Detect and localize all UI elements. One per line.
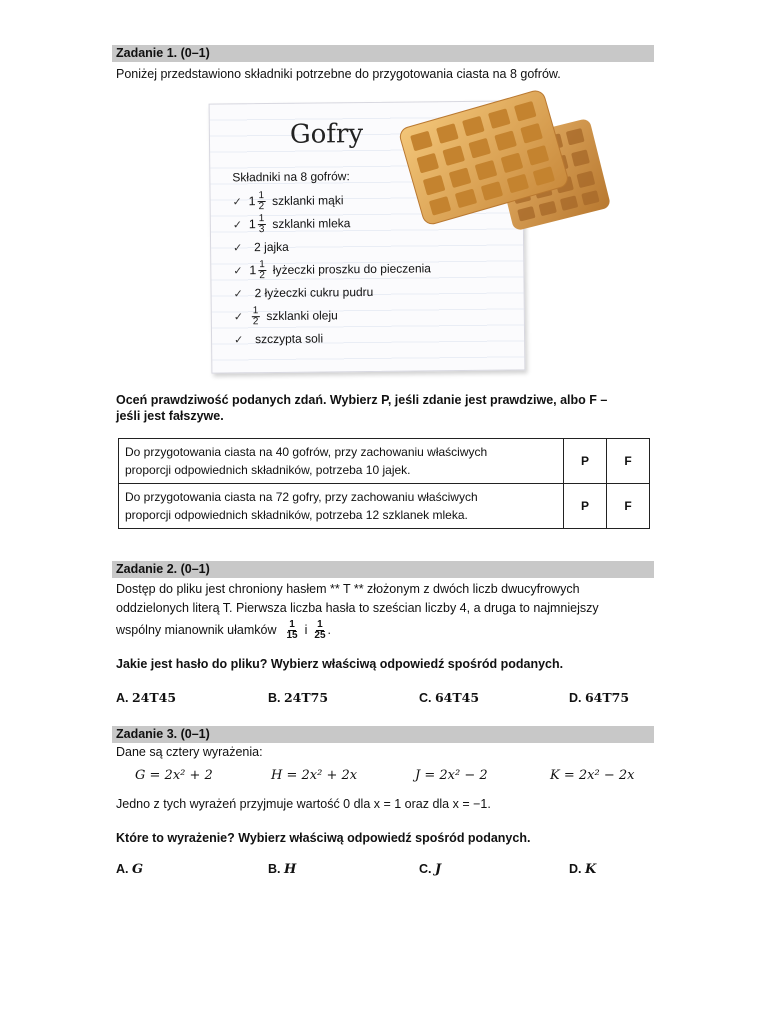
task2-line1: Dostęp do pliku jest chroniony hasłem ** T ** złożonym z dwóch liczb dwucyfrowych — [116, 582, 580, 596]
task2-option-a[interactable] — [116, 690, 176, 705]
ingredient-item — [234, 304, 338, 327]
fraction-numerator: 1 — [289, 618, 295, 630]
task2-line3 — [116, 618, 331, 642]
recipe-title: Gofry — [289, 119, 364, 150]
fraction-numerator: 1 — [259, 258, 265, 270]
fraction-1-25 — [314, 620, 325, 641]
ingredient-item — [233, 281, 373, 304]
ingredient-fraction — [258, 260, 266, 281]
ingredient-text: 2 łyżeczki cukru pudru — [254, 284, 374, 301]
task3-option-c[interactable] — [419, 862, 441, 877]
fraction-denominator: 2 — [259, 269, 265, 281]
fraction-numerator: 1 — [258, 189, 265, 201]
checkmark-icon: ✓ — [232, 218, 243, 231]
statement-1-line2: proporcji odpowiednich składników, potrzeba 10 jajek. — [125, 463, 411, 477]
fraction-denominator: 15 — [286, 629, 298, 641]
option-value: 24T45 — [131, 690, 177, 705]
ingredient-text: szklanki mleka — [272, 216, 351, 231]
option-letter: B. — [268, 862, 281, 876]
option-value: J — [434, 862, 442, 877]
option-letter: A. — [116, 691, 129, 705]
task1-instruction-line1: Oceń prawdziwość podanych zdań. Wybierz P, jeśli zdanie jest prawdziwe, albo F – — [116, 393, 608, 407]
checkmark-icon: ✓ — [233, 287, 243, 300]
task2-option-d[interactable] — [569, 690, 629, 705]
ingredients-heading: Składniki na 8 gofrów: — [232, 169, 350, 185]
statement-2-line1: Do przygotowania ciasta na 72 gofry, przy zachowaniu właściwych — [125, 490, 478, 504]
expression-j: J = 2x² − 2 — [415, 768, 488, 783]
task3-intro: Dane są cztery wyrażenia: — [116, 745, 263, 759]
ingredient-fraction — [252, 306, 260, 327]
option-value: H — [283, 862, 297, 877]
ingredient-item — [234, 327, 323, 350]
option-value: 24T75 — [283, 690, 329, 705]
true-false-table — [118, 438, 650, 529]
fraction-denominator: 25 — [314, 629, 326, 641]
ingredient-text: 2 jajka — [254, 239, 289, 255]
expression-g: G = 2x² + 2 — [135, 768, 213, 783]
task3-header: Zadanie 3. (0–1) — [112, 726, 654, 743]
task2-line2: oddzielonych literą T. Pierwsza liczba hasła to sześcian liczby 4, a druga to najmniejszy — [116, 601, 599, 615]
statement-1-true-option[interactable]: P — [564, 439, 607, 484]
fraction-denominator: 3 — [258, 223, 265, 235]
fraction-denominator: 2 — [252, 315, 259, 327]
ingredient-text: łyżeczki proszku do pieczenia — [272, 261, 431, 277]
ingredient-item — [233, 212, 351, 235]
fraction-numerator: 1 — [317, 618, 323, 630]
task3-condition: Jedno z tych wyrażeń przyjmuje wartość 0 dla x = 1 oraz dla x = −1. — [116, 797, 491, 811]
task2-question: Jakie jest hasło do pliku? Wybierz właściwą odpowiedź spośród podanych. — [116, 657, 564, 671]
checkmark-icon: ✓ — [232, 195, 242, 208]
option-value: K — [584, 862, 597, 877]
fraction-denominator: 2 — [258, 200, 265, 212]
task2-option-c[interactable] — [419, 690, 479, 705]
task2-header: Zadanie 2. (0–1) — [112, 561, 654, 578]
option-value: 64T75 — [584, 690, 630, 705]
ingredient-whole: 1 — [249, 263, 257, 278]
statement-2-false-option[interactable]: F — [607, 484, 650, 529]
statement-1-false-option[interactable]: F — [607, 439, 650, 484]
checkmark-icon: ✓ — [234, 333, 244, 346]
checkmark-icon: ✓ — [233, 310, 244, 323]
task3-option-a[interactable] — [116, 862, 143, 877]
ingredient-fraction — [258, 214, 266, 235]
ingredient-whole: 1 — [248, 217, 256, 232]
option-value: 64T45 — [434, 690, 480, 705]
task3-option-b[interactable] — [268, 862, 296, 877]
statement-2-true-option[interactable]: P — [564, 484, 607, 529]
table-row — [119, 439, 650, 484]
ingredient-text: szklanki mąki — [272, 193, 344, 208]
line-end-period: . — [327, 623, 331, 637]
task2-option-b[interactable] — [268, 690, 328, 705]
task1-instruction-line2: jeśli jest fałszywe. — [116, 409, 224, 423]
conjunction-i: i — [304, 623, 308, 637]
statement-2-line2: proporcji odpowiednich składników, potrzeba 12 szklanek mleka. — [125, 508, 468, 522]
option-letter: B. — [268, 691, 281, 705]
expression-h: H = 2x² + 2x — [271, 768, 358, 783]
ingredient-item — [233, 257, 431, 281]
option-value: G — [131, 862, 144, 877]
ingredient-fraction — [257, 191, 265, 212]
ingredient-text: szczypta soli — [254, 331, 324, 347]
waffle-image — [392, 90, 612, 250]
ingredient-item — [233, 189, 344, 212]
statement-1-line1: Do przygotowania ciasta na 40 gofrów, przy zachowaniu właściwych — [125, 445, 488, 459]
checkmark-icon: ✓ — [233, 241, 243, 254]
fraction-numerator: 1 — [252, 304, 259, 316]
task2-line3-text: wspólny mianownik ułamków — [116, 623, 277, 637]
expression-k: K = 2x² − 2x — [550, 768, 635, 783]
option-letter: D. — [569, 862, 582, 876]
statement-1 — [119, 439, 564, 484]
fraction-1-15 — [286, 620, 297, 641]
ingredient-item — [233, 236, 289, 259]
task1-intro: Poniżej przedstawiono składniki potrzebne do przygotowania ciasta na 8 gofrów. — [116, 67, 561, 81]
task3-option-d[interactable] — [569, 862, 596, 877]
checkmark-icon: ✓ — [233, 264, 243, 277]
table-row — [119, 484, 650, 529]
task3-question: Które to wyrażenie? Wybierz właściwą odpowiedź spośród podanych. — [116, 831, 531, 845]
ingredient-whole: 1 — [248, 194, 256, 209]
statement-2 — [119, 484, 564, 529]
option-letter: D. — [569, 691, 582, 705]
ingredient-text: szklanki oleju — [266, 308, 338, 324]
option-letter: A. — [116, 862, 129, 876]
fraction-numerator: 1 — [258, 212, 265, 224]
option-letter: C. — [419, 691, 432, 705]
option-letter: C. — [419, 862, 432, 876]
task1-header: Zadanie 1. (0–1) — [112, 45, 654, 62]
